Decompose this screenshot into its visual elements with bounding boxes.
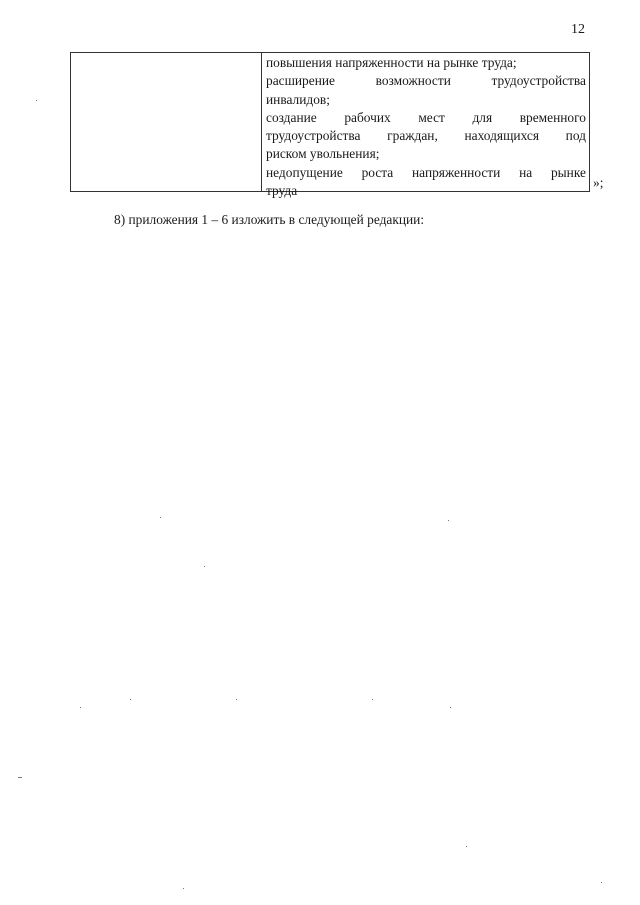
scan-speck <box>160 517 161 518</box>
table-cell-word: для <box>472 109 493 125</box>
scan-speck <box>448 520 449 521</box>
table-cell-word: создание <box>266 109 317 125</box>
scan-speck <box>236 699 237 700</box>
scan-speck <box>601 882 602 883</box>
table-cell-word: повышения напряженности на рынке труда; <box>266 55 517 70</box>
scan-speck <box>36 100 37 101</box>
table-cell-line <box>266 72 586 90</box>
table-cell-word: недопущение <box>266 164 343 180</box>
closing-quote-mark: »; <box>593 175 604 190</box>
scan-speck <box>18 777 22 778</box>
scan-speck <box>183 888 184 889</box>
scan-speck <box>204 566 205 567</box>
table-cell-word: трудоустройства <box>266 128 361 144</box>
table-cell-word: риском увольнения; <box>266 146 380 162</box>
scan-speck <box>80 707 81 708</box>
scan-speck <box>466 846 467 847</box>
table-cell-word: находящихся <box>464 128 539 144</box>
table-cell-right <box>266 54 586 200</box>
table-cell-line <box>266 145 586 163</box>
table-cell-word: роста <box>361 164 394 180</box>
table-cell-word: рабочих <box>344 109 391 125</box>
table-cell-word: трудоустройства <box>491 73 586 89</box>
table-cell-line <box>266 182 586 200</box>
table-cell-line <box>266 164 586 182</box>
scan-speck <box>372 699 373 700</box>
table-cell-word: расширение <box>266 73 335 89</box>
table-cell-line <box>266 109 586 127</box>
table-cell-word: труда <box>266 183 298 199</box>
table-cell-word: на <box>519 164 533 180</box>
table-cell-word: временного <box>519 109 586 125</box>
table-cell-line <box>266 91 586 109</box>
table-cell-word: рынке <box>550 164 586 180</box>
scan-speck <box>130 699 131 700</box>
table-cell-line <box>266 127 586 145</box>
scan-speck <box>450 707 451 708</box>
table-column-divider <box>261 53 262 191</box>
table-cell-word: граждан, <box>387 128 438 144</box>
table-cell-line <box>266 54 586 72</box>
table-cell-word: возможности <box>375 73 451 89</box>
table-cell-word: под <box>565 128 586 144</box>
continuation-table <box>70 52 590 199</box>
table-cell-word: напряженности <box>412 164 501 180</box>
table-cell-word: мест <box>418 109 445 125</box>
page-number: 12 <box>571 22 585 37</box>
amendment-paragraph: 8) приложения 1 – 6 изложить в следующей редакции: <box>114 212 425 227</box>
table-cell-word: инвалидов; <box>266 91 330 107</box>
